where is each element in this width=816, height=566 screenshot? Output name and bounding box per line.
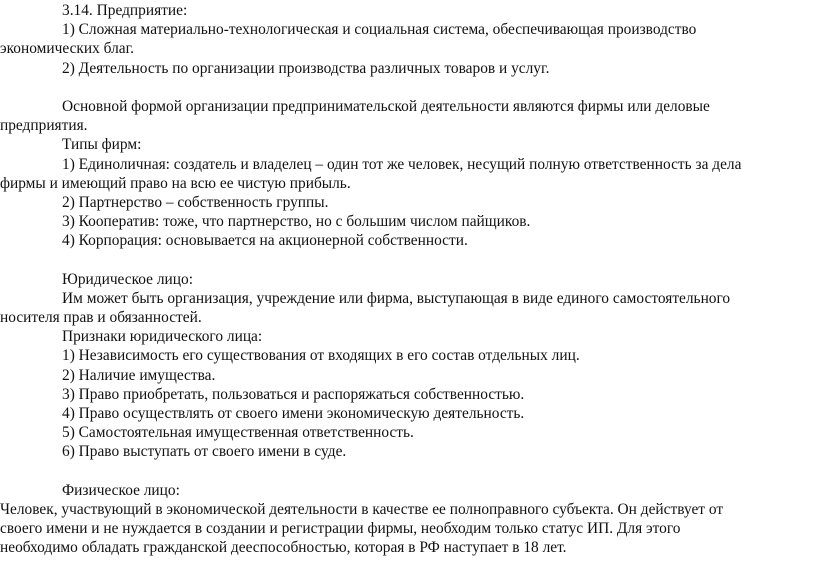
natural-person-definition-line-2: своего имени и не нуждается в создании и регистрации фирмы, необходим только статус ИП. Для этого — [0, 520, 681, 538]
blank-line — [0, 462, 816, 481]
enterprise-heading: 3.14. Предприятие: — [62, 2, 188, 19]
legal-entity-definition-line-2: носителя прав и обязанностей. — [0, 309, 202, 326]
natural-person-definition-line-1: Человек, участвующий в экономической деятельности в качестве ее полноправного субъекта. Он действует от — [0, 500, 724, 518]
enterprise-definition-1-line-2: экономических благ. — [0, 40, 135, 58]
legal-entity-sign-2: 2) Наличие имущества. — [62, 366, 216, 384]
firm-types-heading: Типы фирм: — [62, 136, 142, 154]
legal-entity-sign-4: 4) Право осуществлять от своего имени экономическую деятельность. — [62, 404, 525, 422]
firm-type-1-line-2: фирмы и имеющий право на всю ее чистую прибыль. — [0, 174, 351, 192]
firm-type-1-line-1: 1) Единоличная: создатель и владелец – один тот же человек, несущий полную ответственность за дела — [62, 155, 742, 173]
firms-intro-line-2: предприятия. — [0, 117, 88, 135]
firm-type-4: 4) Корпорация: основывается на акционерной собственности. — [62, 232, 468, 250]
firms-intro-line-1: Основной формой организации предпринимательской деятельности являются фирмы или деловые — [62, 97, 710, 115]
firm-type-3: 3) Кооператив: тоже, что партнерство, но с большим числом пайщиков. — [62, 213, 531, 231]
enterprise-definition-2: 2) Деятельность по организации производства различных товаров и услуг. — [62, 59, 550, 77]
legal-entity-definition-line-1: Им может быть организация, учреждение или фирма, выступающая в виде единого самостоятельного — [62, 289, 731, 307]
legal-entity-sign-5: 5) Самостоятельная имущественная ответственность. — [62, 424, 414, 442]
enterprise-definition-1-line-1: 1) Сложная материально-технологическая и социальная система, обеспечивающая производство — [62, 21, 697, 39]
legal-entity-sign-3: 3) Право приобретать, пользоваться и распоряжаться собственностью. — [62, 385, 525, 403]
blank-line — [0, 78, 816, 97]
legal-entity-heading: Юридическое лицо: — [62, 270, 193, 288]
natural-person-heading: Физическое лицо: — [62, 481, 180, 499]
legal-entity-sign-1: 1) Независимость его существования от входящих в его состав отдельных лиц. — [62, 347, 580, 365]
blank-line — [0, 250, 816, 269]
legal-entity-signs-heading: Признаки юридического лица: — [62, 328, 263, 346]
firm-type-2: 2) Партнерство – собственность группы. — [62, 193, 329, 211]
legal-entity-sign-6: 6) Право выступать от своего имени в суде. — [62, 443, 347, 461]
natural-person-definition-line-3: необходимо обладать гражданской дееспособностью, которая в РФ наступает в 18 лет. — [0, 539, 567, 557]
